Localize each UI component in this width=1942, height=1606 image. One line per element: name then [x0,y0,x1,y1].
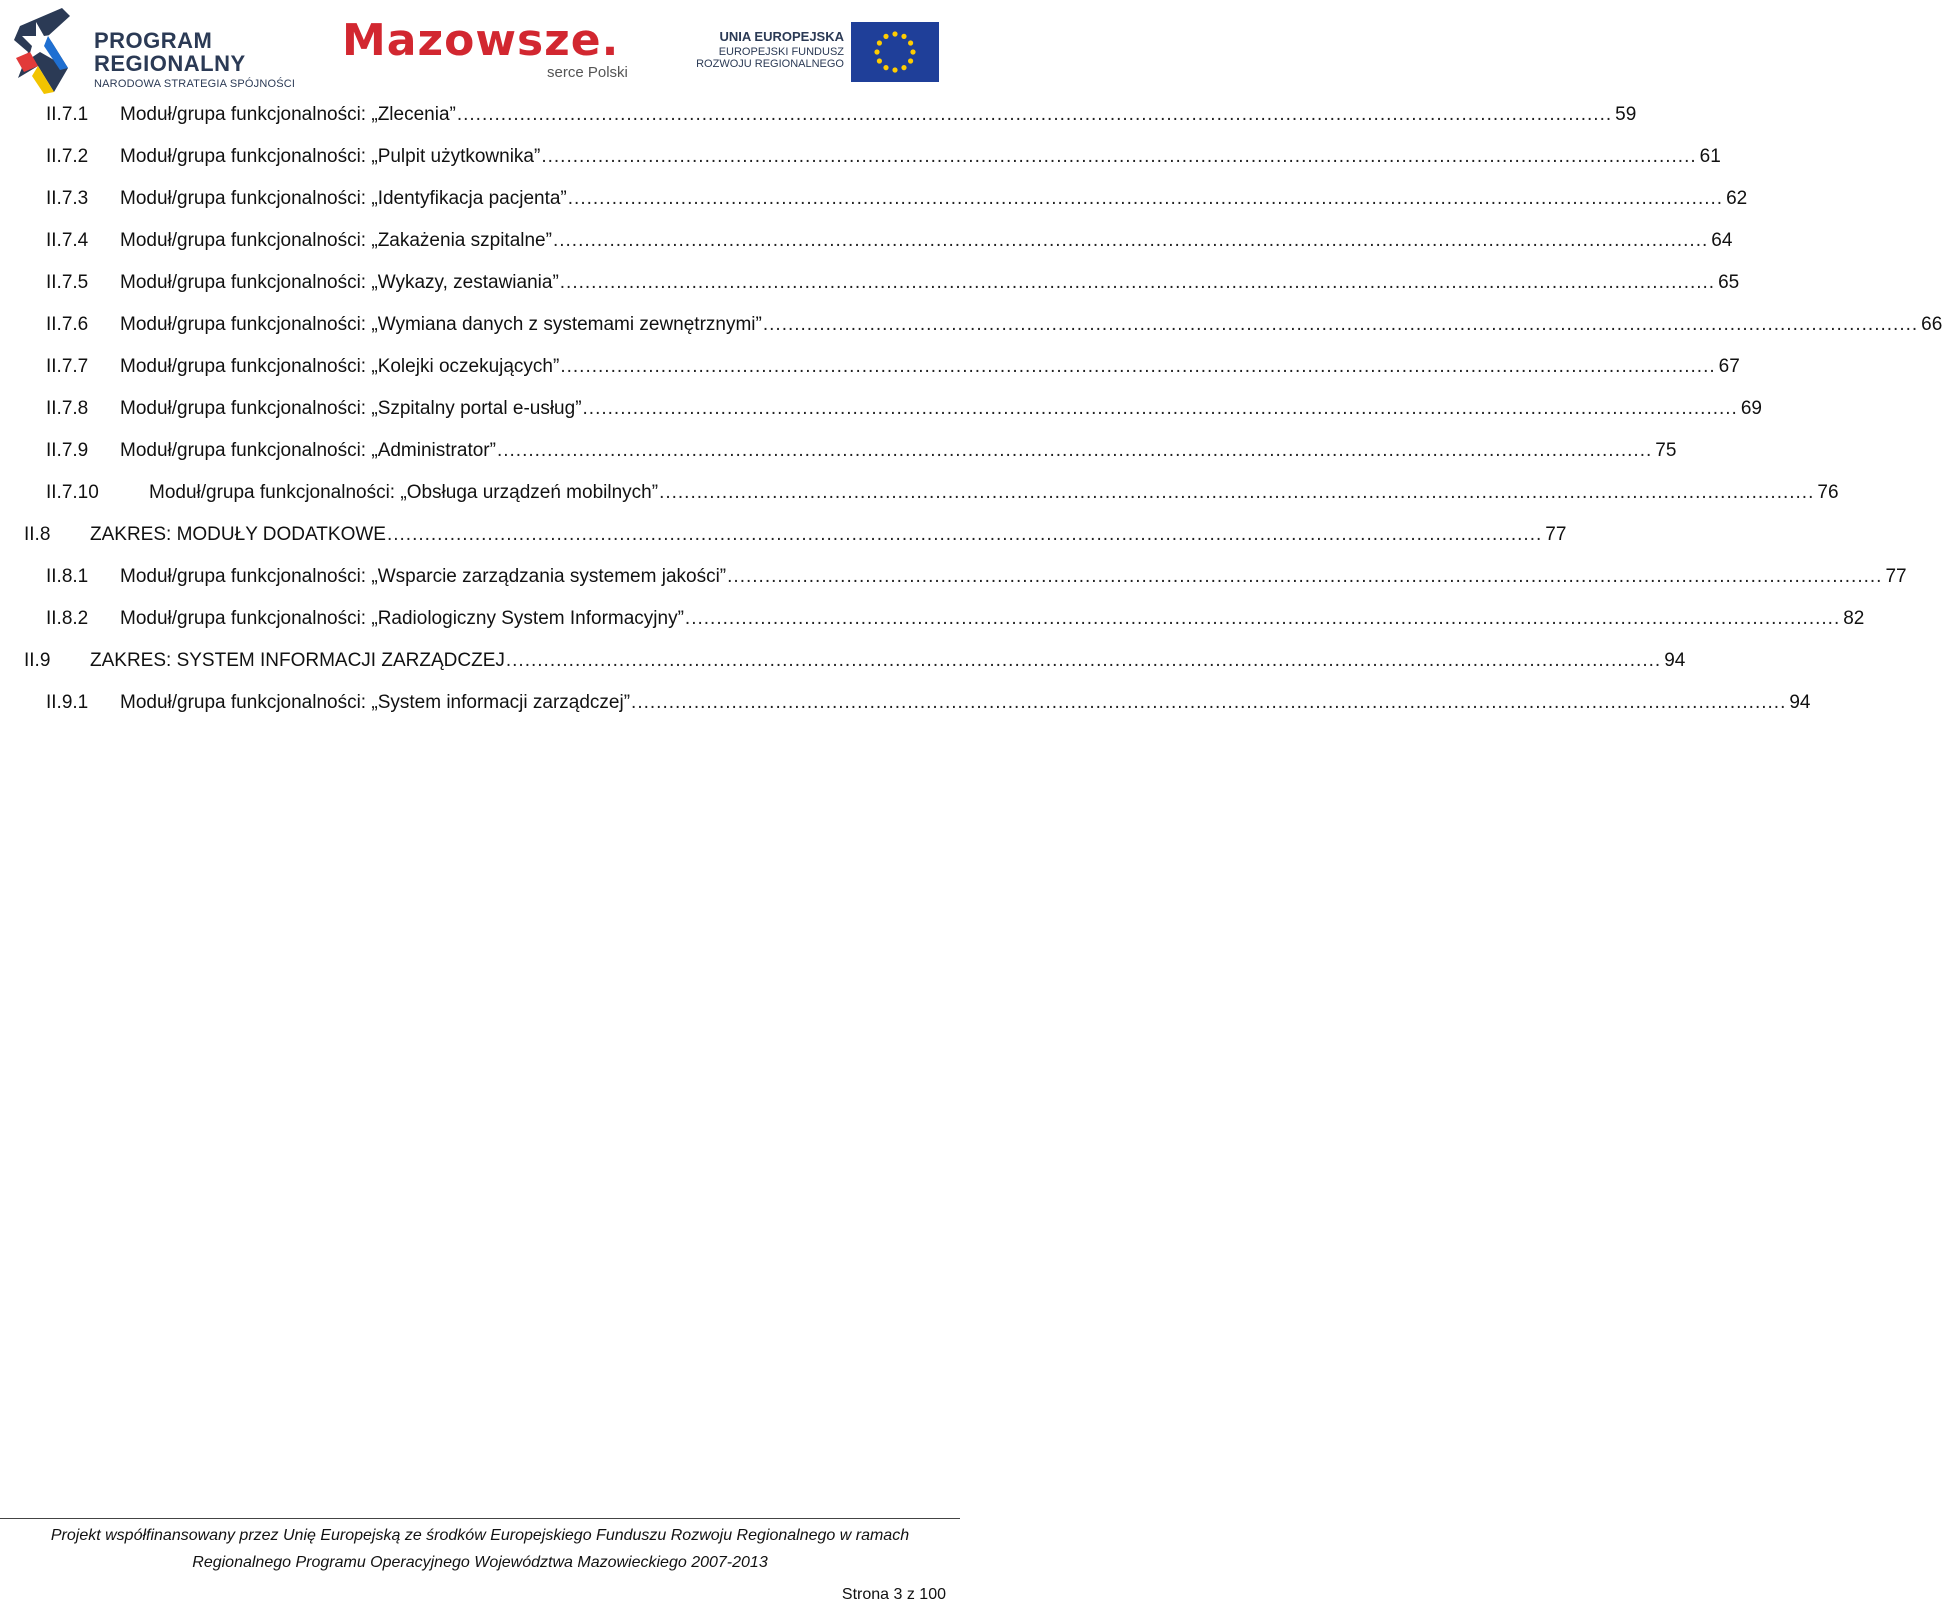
toc-entry-title: Moduł/grupa funkcjonalności: „Administrator” [120,440,496,461]
toc-entry-number: II.7.9 [46,440,89,461]
toc-entry-page: 59 [1615,104,1637,125]
toc-entry[interactable] [24,520,1567,550]
eu-logo [686,20,946,84]
program-logo-subline: NARODOWA STRATEGIA SPÓJNOŚCI [94,78,296,90]
toc-leader-dots: ........................................................................................................................................................................................ [582,398,1738,419]
toc-leader-dots: ........................................................................................................................................................................................ [552,230,1709,251]
toc-leader-dots: ........................................................................................................................................................................................ [727,566,1883,587]
toc-entry[interactable] [46,688,1811,718]
program-logo-line2: REGIONALNY [94,51,246,76]
toc-entry-number: II.9.1 [46,692,89,713]
toc-entry-number: II.8 [24,524,51,545]
toc-leader-dots: ........................................................................................................................................................................................ [496,440,1653,461]
toc-entry-page: 66 [1921,314,1942,335]
toc-entry-number: II.7.1 [46,104,89,125]
footer-funding-line2: Regionalnego Programu Operacyjnego Województwa Mazowieckiego 2007-2013 [192,1554,768,1571]
toc-entry[interactable] [46,184,1748,214]
program-regionalny-logo [14,6,304,94]
toc-entry-title: Moduł/grupa funkcjonalności: „Zlecenia” [120,104,456,125]
mazowsze-logo [342,15,642,88]
toc-entry-number: II.9 [24,650,51,671]
toc-leader-dots: ........................................................................................................................................................................................ [560,356,1716,377]
toc-entry-page: 94 [1789,692,1811,713]
toc-entry-page: 76 [1817,482,1839,503]
toc-entry[interactable] [46,226,1733,256]
toc-entry-page: 94 [1664,650,1686,671]
toc-entry-page: 65 [1718,272,1740,293]
toc-entry[interactable] [46,478,1839,508]
toc-entry-number: II.7.6 [46,314,89,335]
toc-entry-page: 64 [1711,230,1733,251]
toc-entry-title: Moduł/grupa funkcjonalności: „System informacji zarządczej” [120,692,631,713]
toc-entry-title: Moduł/grupa funkcjonalności: „Zakażenia szpitalne” [120,230,552,251]
toc-entry-title: Moduł/grupa funkcjonalności: „Radiologiczny System Informacyjny” [120,608,684,629]
toc-entry[interactable] [46,268,1740,298]
toc-entry-title: ZAKRES: SYSTEM INFORMACJI ZARZĄDCZEJ [90,650,505,671]
toc-leader-dots: ........................................................................................................................................................................................ [631,692,1787,713]
eu-logo-title: UNIA EUROPEJSKA [719,29,844,44]
toc-entry-page: 75 [1655,440,1677,461]
toc-entry-title: Moduł/grupa funkcjonalności: „Obsługa urządzeń mobilnych” [149,482,659,503]
program-logo-line1: PROGRAM [94,28,213,53]
toc-entry-title: Moduł/grupa funkcjonalności: „Kolejki oczekujących” [120,356,560,377]
toc-entry-number: II.7.10 [46,482,99,503]
footer-funding-line1: Projekt współfinansowany przez Unię Europejską ze środków Europejskiego Funduszu Rozwoju Regionalnego w ramach [50,1527,910,1544]
toc-entry-title: Moduł/grupa funkcjonalności: „Wymiana danych z systemami zewnętrznymi” [120,314,762,335]
toc-leader-dots: ........................................................................................................................................................................................ [659,482,1815,503]
toc-entry[interactable] [46,352,1740,382]
eu-logo-line1: EUROPEJSKI FUNDUSZ [718,46,844,58]
toc-leader-dots: ........................................................................................................................................................................................ [505,650,1662,671]
toc-entry-title: Moduł/grupa funkcjonalności: „Wsparcie zarządzania systemem jakości” [120,566,727,587]
page-number: Strona 3 z 100 [841,1586,946,1603]
toc-entry-page: 77 [1885,566,1907,587]
toc-entry-title: Moduł/grupa funkcjonalności: „Wykazy, zestawiania” [120,272,559,293]
toc-entry[interactable] [46,100,1637,130]
toc-entry-number: II.7.2 [46,146,89,167]
toc-entry-number: II.7.7 [46,356,89,377]
footer-divider [0,1518,960,1519]
toc-entry-page: 82 [1843,608,1865,629]
program-star-icon [14,6,86,94]
toc-entry-page: 69 [1740,398,1762,419]
toc-entry-title: ZAKRES: MODUŁY DODATKOWE [90,524,386,545]
toc-entry-title: Moduł/grupa funkcjonalności: „Pulpit użytkownika” [120,146,541,167]
mazowsze-subline: serce Polski [547,64,628,81]
mazowsze-wordmark: Mazowsze. [342,15,620,66]
toc-leader-dots: ........................................................................................................................................................................................ [541,146,1697,167]
page-header [0,0,960,100]
toc-entry[interactable] [24,646,1686,676]
toc-entry-page: 67 [1718,356,1740,377]
toc-entry-number: II.7.5 [46,272,89,293]
toc-entry[interactable] [46,394,1762,424]
toc-entry[interactable] [46,142,1721,172]
toc-entry-number: II.8.1 [46,566,89,587]
toc-entry-number: II.8.2 [46,608,89,629]
toc-leader-dots: ........................................................................................................................................................................................ [762,314,1919,335]
toc-leader-dots: ........................................................................................................................................................................................ [567,188,1724,209]
toc-entry-number: II.7.3 [46,188,89,209]
toc-entry[interactable] [46,310,1942,340]
toc-entry[interactable] [46,436,1677,466]
toc-entry-title: Moduł/grupa funkcjonalności: „Identyfikacja pacjenta” [120,188,567,209]
toc-entry-number: II.7.8 [46,398,89,419]
toc-leader-dots: ........................................................................................................................................................................................ [456,104,1613,125]
toc-entry[interactable] [46,604,1865,634]
toc-leader-dots: ........................................................................................................................................................................................ [386,524,1543,545]
toc-entry-page: 61 [1699,146,1721,167]
eu-flag-icon [851,22,939,82]
toc-entry[interactable] [46,562,1907,592]
toc-entry-number: II.7.4 [46,230,89,251]
toc-leader-dots: ........................................................................................................................................................................................ [559,272,1716,293]
eu-logo-line2: ROZWOJU REGIONALNEGO [696,58,844,70]
toc-entry-page: 62 [1726,188,1748,209]
toc-leader-dots: ........................................................................................................................................................................................ [684,608,1841,629]
toc-entry-title: Moduł/grupa funkcjonalności: „Szpitalny portal e-usług” [120,398,582,419]
toc-entry-page: 77 [1545,524,1567,545]
